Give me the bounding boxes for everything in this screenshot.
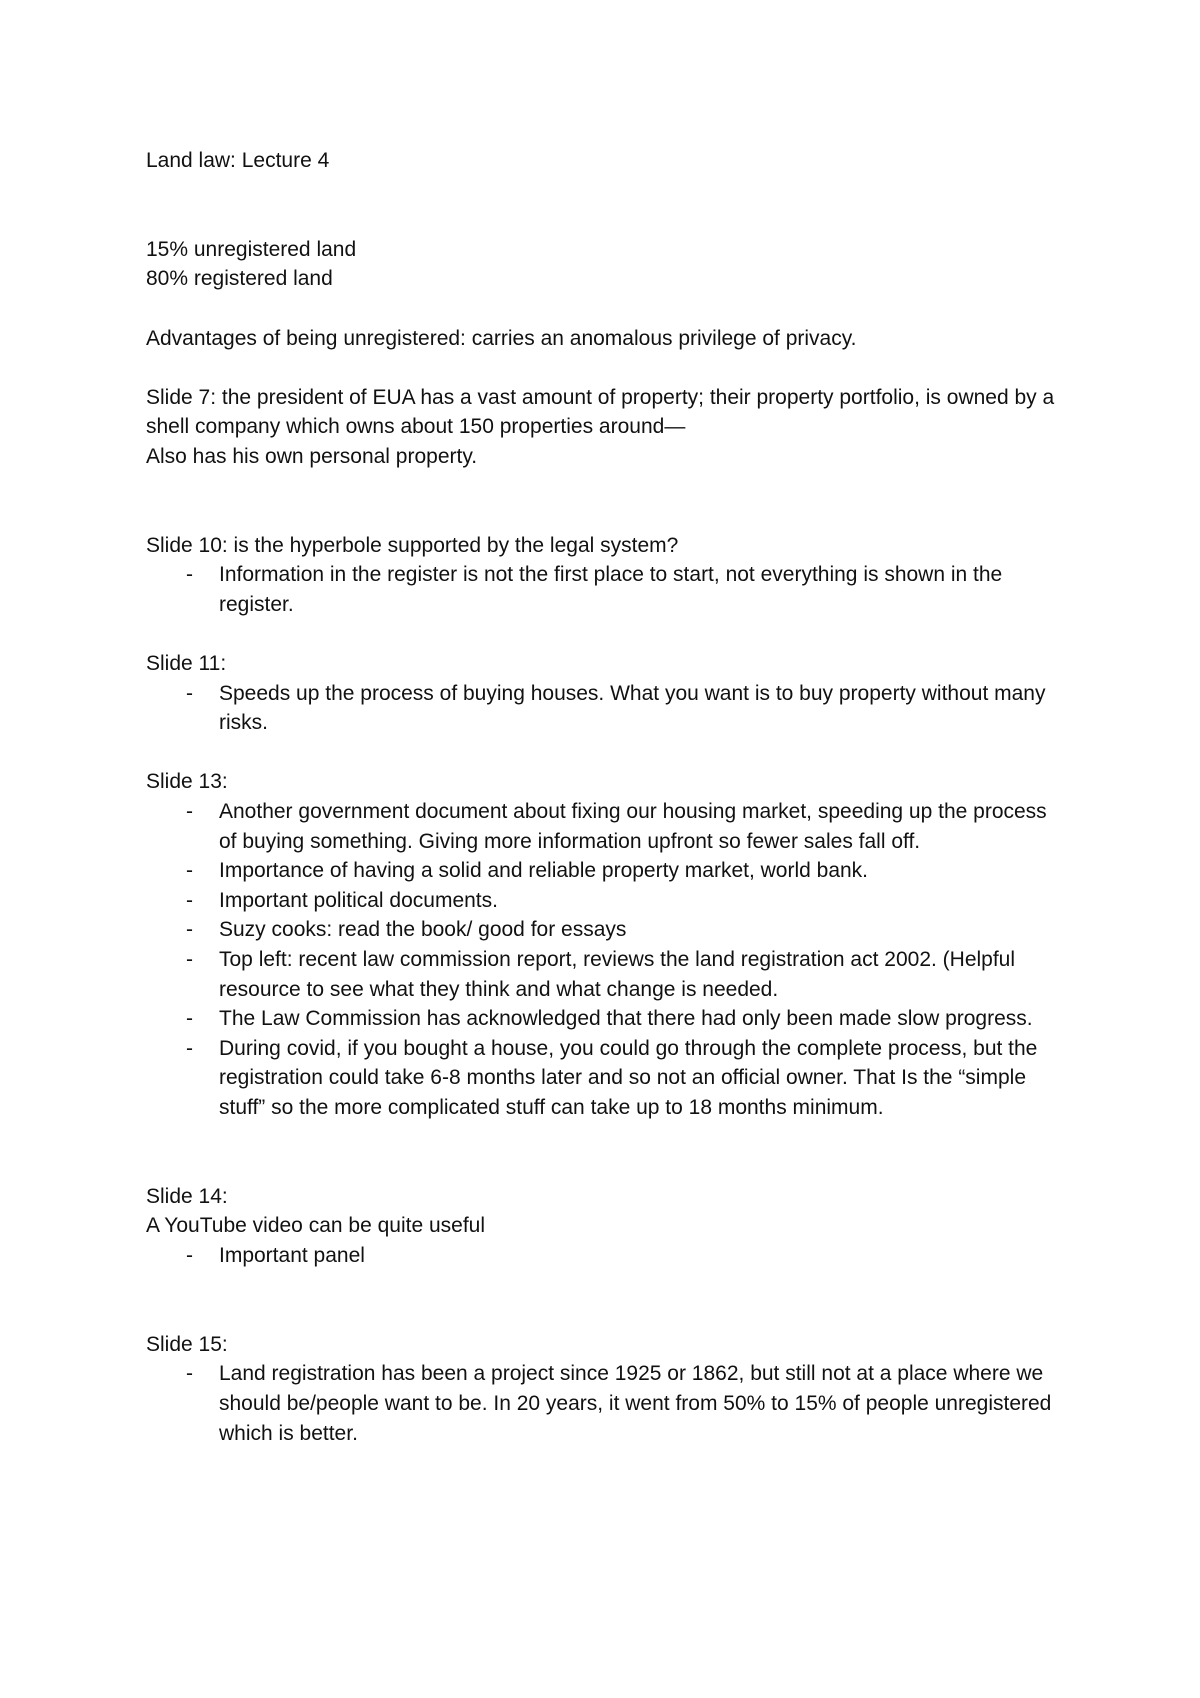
document-body	[146, 146, 1066, 1448]
slide-14-text: A YouTube video can be quite useful	[146, 1214, 485, 1238]
stat-registered: 80% registered land	[146, 267, 333, 291]
spacer	[146, 1300, 1066, 1330]
list-item: - Important panel	[146, 1241, 1066, 1271]
slide-10-list	[146, 560, 1066, 619]
spacer	[146, 501, 1066, 531]
list-item: - Importance of having a solid and reliable property market, world bank.	[146, 856, 1066, 886]
list-item: - Top left: recent law commission report, reviews the land registration act 2002. (Helpful resource to see what they think and what change is needed.	[146, 945, 1066, 1004]
list-item: - The Law Commission has acknowledged that there had only been made slow progress.	[146, 1004, 1066, 1034]
slide-10-heading: Slide 10: is the hyperbole supported by the legal system?	[146, 533, 679, 557]
spacer	[146, 294, 1066, 324]
list-item: - Important political documents.	[146, 886, 1066, 916]
list-item: - Another government document about fixing our housing market, speeding up the process of buying something. Giving more information upfront so fewer sales fall off.	[146, 797, 1066, 856]
list-item: - Land registration has been a project since 1925 or 1862, but still not at a place where we should be/people want to be. In 20 years, it went from 50% to 15% of people unregistered which is better.	[146, 1359, 1066, 1448]
slide-13-heading: Slide 13:	[146, 770, 228, 794]
slide-7-paragraph: Slide 7: the president of EUA has a vast amount of property; their property portfolio, is owned by a shell company which owns about 150 properties around—	[146, 385, 1061, 439]
stat-unregistered: 15% unregistered land	[146, 237, 357, 261]
slide-15-list	[146, 1359, 1066, 1448]
spacer	[146, 738, 1066, 768]
advantages-paragraph: Advantages of being unregistered: carries an anomalous privilege of privacy.	[146, 326, 857, 350]
document-title: Land law: Lecture 4	[146, 149, 330, 172]
list-item: - During covid, if you bought a house, you could go through the complete process, but the registration could take 6-8 months later and so not an official owner. That Is the “simple stuff” so the more complicated stuff can take up to 18 months minimum.	[146, 1034, 1066, 1123]
list-item: - Information in the register is not the first place to start, not everything is shown in the register.	[146, 560, 1066, 619]
slide-13-list	[146, 797, 1066, 1123]
spacer	[146, 620, 1066, 650]
slide-7-extra: Also has his own personal property.	[146, 444, 478, 468]
spacer	[146, 1123, 1066, 1153]
spacer	[146, 1271, 1066, 1301]
slide-14-list	[146, 1241, 1066, 1271]
slide-14-heading: Slide 14:	[146, 1184, 228, 1208]
list-item: - Suzy cooks: read the book/ good for essays	[146, 915, 1066, 945]
spacer	[146, 205, 1066, 235]
spacer	[146, 472, 1066, 502]
slide-11-heading: Slide 11:	[146, 652, 227, 676]
spacer	[146, 353, 1066, 383]
list-item: - Speeds up the process of buying houses. What you want is to buy property without many risks.	[146, 679, 1066, 738]
slide-15-heading: Slide 15:	[146, 1332, 228, 1356]
spacer	[146, 1152, 1066, 1182]
spacer	[146, 176, 1066, 206]
slide-11-list	[146, 679, 1066, 738]
